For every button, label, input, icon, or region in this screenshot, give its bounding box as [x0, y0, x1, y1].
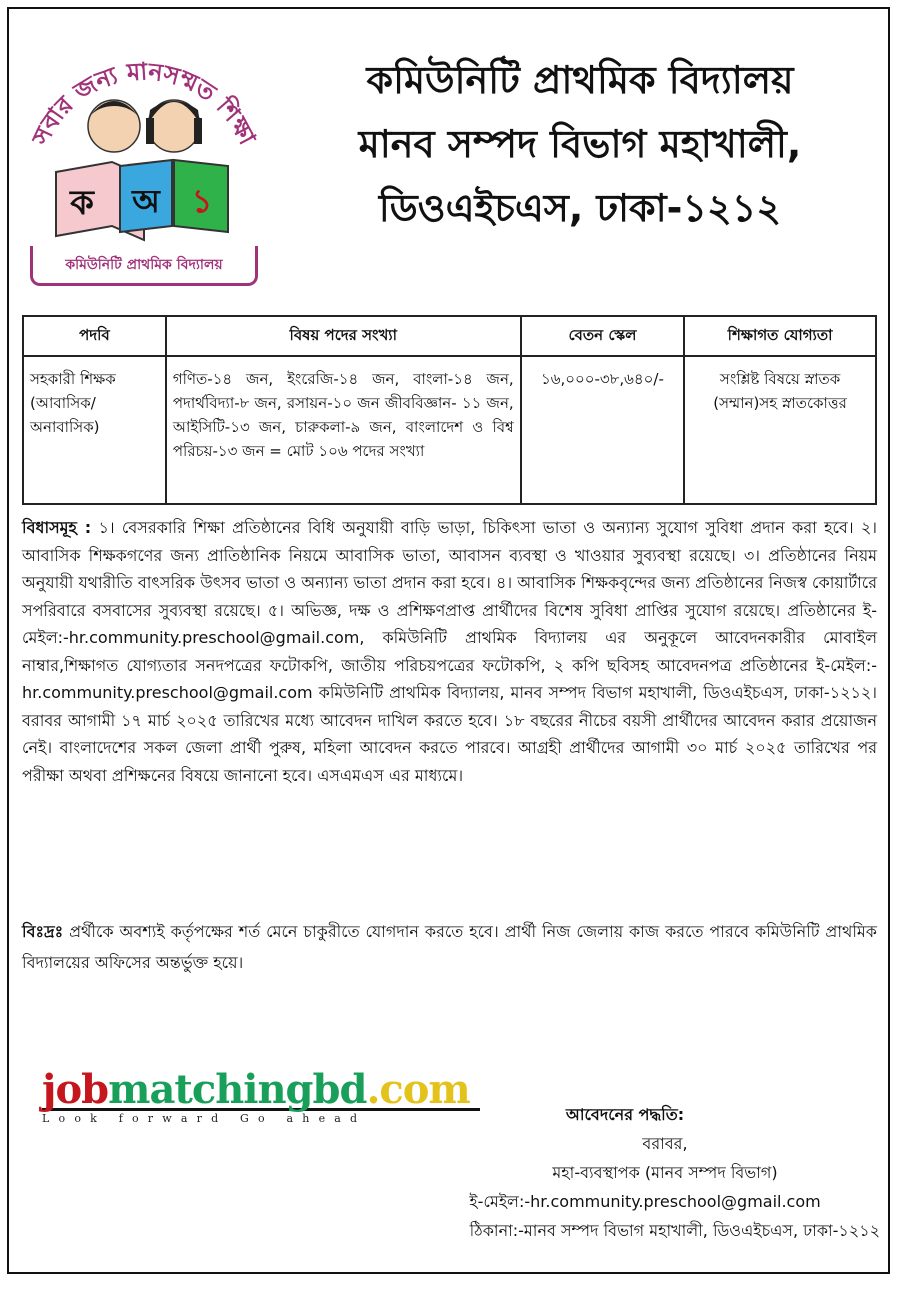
apply-method [330, 1100, 880, 1245]
cell-qualification: সংশ্লিষ্ট বিষয়ে স্নাতক (সম্মান)সহ স্নাতকোত্তর [684, 356, 876, 504]
header-qualification: শিক্ষাগত যোগ্যতা [684, 316, 876, 356]
svg-text:সবার জন্য মানসম্মত শিক্ষা [26, 57, 262, 150]
apply-line-address: ঠিকানা:-মানব সম্পদ বিভাগ মহাখালী, ডিওএইচএস, ঢাকা-১২১২ [469, 1221, 880, 1240]
brand-tagline: Look forward Go ahead [42, 1108, 480, 1125]
logo-letter-3: ১ [191, 182, 213, 220]
brand-part-1: job [42, 1066, 109, 1113]
header-subjects: বিষয় পদের সংখ্যা [166, 316, 521, 356]
title-line-3: ডিওএইচএস, ঢাকা-১২১২ [378, 186, 782, 230]
brand-part-3: .com [366, 1066, 470, 1113]
note-text: প্রর্থীকে অবশ্যই কর্তৃপক্ষের শর্ত মেনে চাকুরীতে যোগদান করতে হবে। প্রার্থী নিজ জেলায় কাজ করতে পারবে কমিউনিটি প্রাথমিক বিদ্যালয়ের অফিসের অন্তর্ভুক্ত হয়ে। [22, 922, 877, 972]
logo-band-text: কমিউনিটি প্রাথমিক বিদ্যালয় [30, 246, 258, 286]
logo-letter-2: অ [132, 182, 160, 220]
posts-table [22, 315, 877, 505]
brand-part-2: matchingbd [108, 1066, 367, 1113]
note-paragraph [22, 916, 877, 978]
logo-illustration [22, 14, 266, 254]
header-pay-scale: বেতন স্কেল [521, 316, 684, 356]
apply-line-to: বরাবর, [642, 1134, 688, 1153]
apply-heading: আবেদনের পদ্ধতি: [565, 1105, 685, 1124]
terms-label: বিধাসমূহ : [22, 518, 92, 537]
logo-letter-1: ক [70, 183, 94, 223]
apply-line-designation: মহা-ব্যবস্থাপক (মানব সম্পদ বিভাগ) [552, 1163, 778, 1182]
cell-subjects: গণিত-১৪ জন, ইংরেজি-১৪ জন, বাংলা-১৪ জন, পদার্থবিদ্যা-৮ জন, রসায়ন-১০ জন জীববিজ্ঞান- ১১ জন, আইসিটি-১৩ জন, চারুকলা-৯ জন, বাংলাদেশ ও বিশ্ব পরিচয়-১৩ জন = মোট ১০৬ পদের সংখ্যা [166, 356, 521, 504]
table-header-row [23, 316, 876, 356]
header-post: পদবি [23, 316, 166, 356]
terms-paragraph [22, 514, 877, 789]
page-title [270, 48, 890, 240]
school-logo [22, 14, 266, 290]
table-row [23, 356, 876, 504]
cell-post: সহকারী শিক্ষক (আবাসিক/ অনাবাসিক) [23, 356, 166, 504]
terms-text: ১। বেসরকারি শিক্ষা প্রতিষ্ঠানের বিধি অনুযায়ী বাড়ি ভাড়া, চিকিৎসা ভাতা ও অন্যান্য সুযোগ সুবিধা প্রদান করা হবে। ২। আবাসিক শিক্ষকগণের জন্য প্রাতিষ্ঠানিক নিয়মে আবাসিক ভাতা, আবাসন ব্যবস্থা ও খাওয়ার সুব্যবস্থা রয়েছে। ৩। প্রতিষ্ঠানের নিয়ম অনুযায়ী যথারীতি বাৎসরিক উৎসব ভাতা ও অন্যান্য ভাতা প্রদান করা হবে। ৪। আবাসিক শিক্ষকবৃন্দের জন্য প্রতিষ্ঠানের নিজস্ব কোয়ার্টারে সপরিবারে বসবাসের সুব্যবস্থা রয়েছে। ৫। অভিজ্ঞ, দক্ষ ও প্রশিক্ষণপ্রাপ্ত প্রার্থীদের বিশেষ সুবিধা প্রাপ্তির সুযোগ রয়েছে। প্রতিষ্ঠানের ই-মেইল:-hr.community.preschool@gmail.com, কমিউনিটি প্রাথমিক বিদ্যালয় এর অনুকূলে আবেদনকারীর মোবাইল নাম্বার,শিক্ষাগত যোগ্যতার সনদপত্রের ফটোকপি, জাতীয় পরিচয়পত্রের ফটোকপি, ২ কপি ছবিসহ আবেদনপত্র প্রতিষ্ঠানের ই-মেইল:- hr.community.preschool@gmail.com কমিউনিটি প্রাথমিক বিদ্যালয়, মানব সম্পদ বিভাগ মহাখালী, ডিওএইচএস, ঢাকা-১২১২। বরাবর আগামী ১৭ মার্চ ২০২৫ তারিখের মধ্যে আবেদন দাখিল করতে হবে। ১৮ বছরের নীচের বয়সী প্রার্থীদের আবেদন করার প্রয়োজন নেই। বাংলাদেশের সকল জেলা প্রার্থী পুরুষ, মহিলা আবেদন করতে পারবে। আগ্রহী প্রার্থীদের আগামী ৩০ মার্চ ২০২৫ তারিখের পর পরীক্ষা অথবা প্রশিক্ষনের বিষয়ে জানানো হবে। এসএমএস এর মাধ্যমে। [22, 518, 877, 785]
logo-arc-text: সবার জন্য মানসম্মত শিক্ষা [26, 57, 262, 150]
apply-line-email: ই-মেইল:-hr.community.preschool@gmail.com [469, 1192, 821, 1211]
note-label: বিঃদ্রঃ [22, 922, 64, 941]
title-line-2: মানব সম্পদ বিভাগ মহাখালী, [358, 122, 802, 166]
cell-pay-scale: ১৬,০০০-৩৮,৬৪০/- [521, 356, 684, 504]
title-line-1: কমিউনিটি প্রাথমিক বিদ্যালয় [366, 58, 794, 102]
